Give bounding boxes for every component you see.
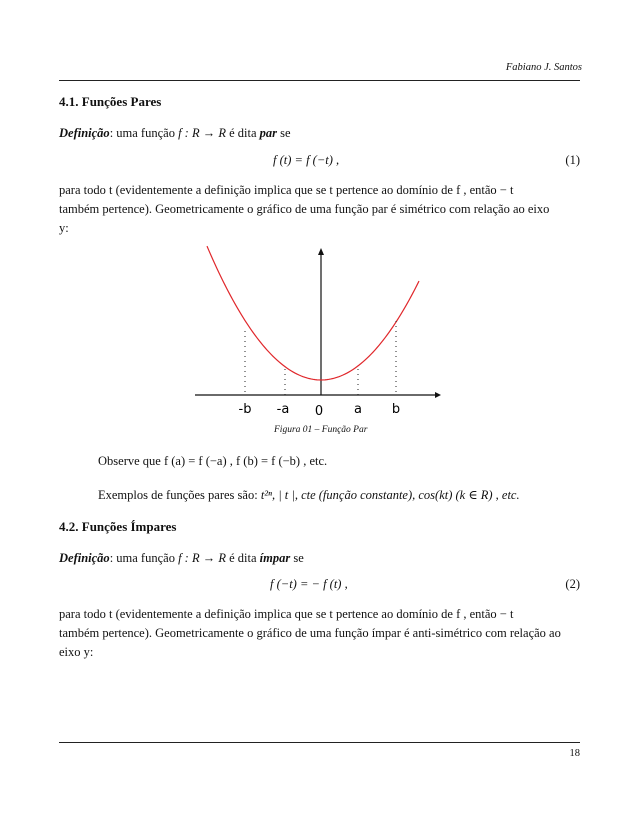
definition-end: se xyxy=(277,126,291,140)
definition-impares xyxy=(59,549,304,568)
even-function-figure xyxy=(195,245,445,425)
tick-label-a: a xyxy=(354,402,362,417)
examples-prefix: Exemplos de funções pares são: xyxy=(98,488,258,502)
definition-mid: é dita xyxy=(226,126,260,140)
tick-label-b: b xyxy=(391,402,401,417)
definition-pares xyxy=(59,124,291,143)
equation-1-number: (1) xyxy=(565,153,580,167)
tick-label-minus-a: -a xyxy=(276,402,290,417)
definition-text: : uma função xyxy=(109,551,179,565)
paragraph-line: eixo y: xyxy=(59,645,94,659)
definition-label: Definição xyxy=(59,551,110,565)
paragraph-line: y: xyxy=(59,221,69,235)
definition-text: : uma função xyxy=(109,126,179,140)
x-axis-arrow-icon xyxy=(435,392,441,398)
equation-1: f (t) = f (−t) , xyxy=(273,153,340,167)
definition-math: f : R → R xyxy=(178,126,226,140)
header-rule xyxy=(59,80,580,81)
paragraph-line: para todo t (evidentemente a definição implica que se t pertence ao domínio de f , então − t xyxy=(59,607,514,621)
footer-rule xyxy=(59,742,580,743)
page-number: 18 xyxy=(569,748,580,759)
examples-line xyxy=(98,486,520,505)
paragraph-line: também pertence). Geometricamente o gráfico de uma função ímpar é anti-simétrico com relação ao xyxy=(59,626,561,640)
paragraph-line: para todo t (evidentemente a definição implica que se t pertence ao domínio de f , então − t xyxy=(59,183,514,197)
author-name: Fabiano J. Santos xyxy=(505,62,582,73)
definition-term: ímpar xyxy=(259,551,291,565)
paragraph-pares xyxy=(59,181,581,238)
definition-label: Definição xyxy=(59,126,110,140)
definition-math: f : R → R xyxy=(178,551,226,565)
definition-term: par xyxy=(259,126,278,140)
tick-label-minus-b: -b xyxy=(238,402,252,417)
examples-items: t²ⁿ, | t |, cte (função constante), cos(kt) (k ∈ R) , etc. xyxy=(260,488,520,502)
y-axis-arrow-icon xyxy=(318,248,324,255)
equation-2-number: (2) xyxy=(565,577,580,591)
definition-mid: é dita xyxy=(226,551,260,565)
section-title-impares: 4.2. Funções Ímpares xyxy=(59,519,177,534)
figure-caption: Figura 01 – Função Par xyxy=(274,425,368,435)
paragraph-line: também pertence). Geometricamente o gráfico de uma função par é simétrico com relação ao eixo xyxy=(59,202,550,216)
tick-label-zero: 0 xyxy=(314,404,324,419)
parabola-curve xyxy=(207,246,419,380)
equation-2: f (−t) = − f (t) , xyxy=(270,577,348,591)
paragraph-impares xyxy=(59,605,581,662)
observe-line: Observe que f (a) = f (−a) , f (b) = f (−b) , etc. xyxy=(98,454,328,468)
definition-end: se xyxy=(290,551,304,565)
section-title-pares: 4.1. Funções Pares xyxy=(59,94,162,109)
